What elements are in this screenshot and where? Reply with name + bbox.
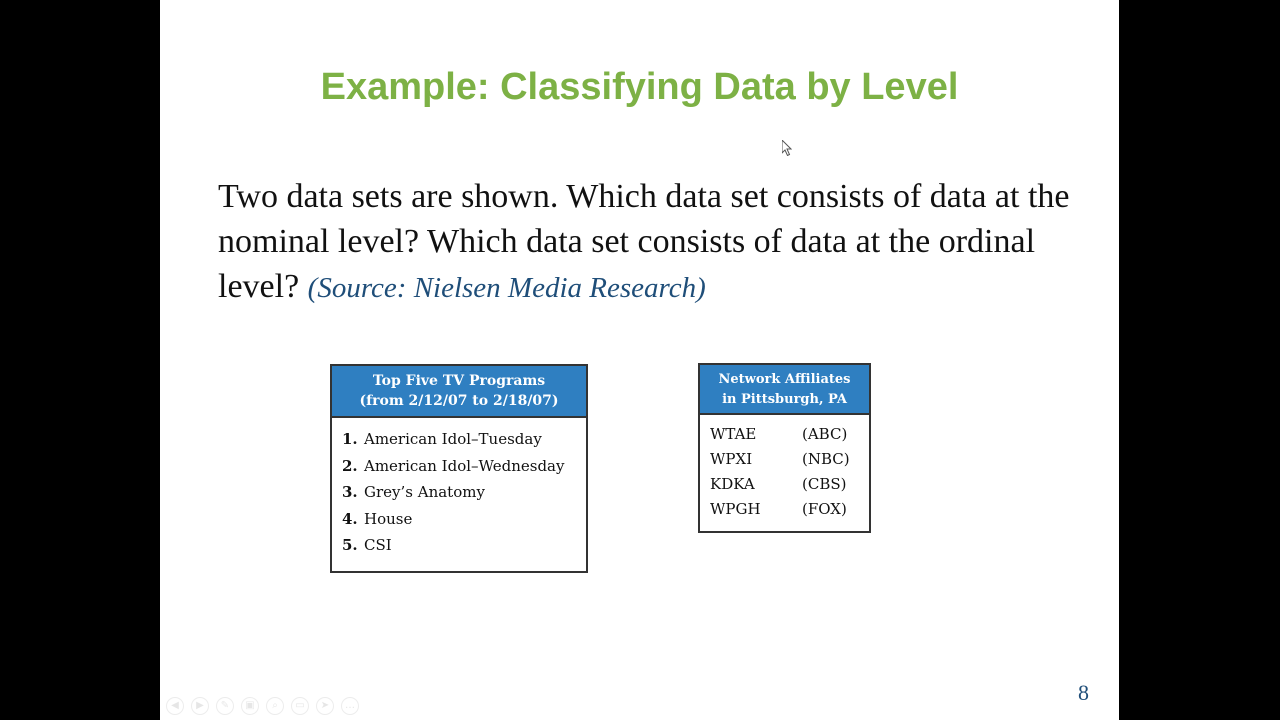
programs-header-line2: (from 2/12/07 to 2/18/07) xyxy=(359,393,559,409)
program-name: House xyxy=(364,509,413,528)
programs-table-header xyxy=(332,366,586,418)
top-tv-programs-table xyxy=(330,364,588,573)
list-item xyxy=(710,422,869,447)
list-item xyxy=(342,506,586,533)
slide xyxy=(160,0,1119,720)
station-call-sign: WPXI xyxy=(710,450,753,468)
pointer-icon[interactable]: ➤ xyxy=(316,697,334,715)
list-item xyxy=(342,532,586,559)
affiliates-header-line1: Network Affiliates xyxy=(718,372,851,387)
previous-icon[interactable]: ◀ xyxy=(166,697,184,715)
mouse-cursor-icon xyxy=(782,140,792,156)
list-item xyxy=(710,447,869,472)
station-network: (CBS) xyxy=(802,475,847,493)
station-call-sign: WTAE xyxy=(710,425,757,443)
programs-list xyxy=(332,418,586,559)
page-number: 8 xyxy=(1078,680,1089,705)
program-name: CSI xyxy=(364,536,392,554)
source-citation: (Source: Nielsen Media Research) xyxy=(307,272,706,304)
question-body: Two data sets are shown. Which data set consists of data at the nominal level? Which data set consists of data at the ordinal level? xyxy=(218,178,1070,305)
list-item xyxy=(710,472,869,497)
affiliates-table-header xyxy=(700,365,869,415)
station-network: (FOX) xyxy=(802,500,847,518)
station-call-sign: KDKA xyxy=(710,475,755,493)
rank-number: 3. xyxy=(342,483,358,501)
list-item xyxy=(342,479,586,506)
programs-header-line1: Top Five TV Programs xyxy=(372,373,546,389)
more-icon[interactable]: … xyxy=(341,697,359,715)
program-name: American Idol–Tuesday xyxy=(364,430,542,448)
question-text xyxy=(218,174,1078,311)
list-item xyxy=(342,426,586,453)
slide-title: Example: Classifying Data by Level xyxy=(320,66,959,108)
zoom-icon[interactable]: ⌕ xyxy=(266,697,284,715)
list-item xyxy=(710,497,869,522)
affiliates-header-line2: in Pittsburgh, PA xyxy=(722,392,847,407)
rank-number: 1. xyxy=(342,430,358,448)
network-affiliates-table xyxy=(698,363,871,533)
rank-number: 2. xyxy=(342,456,358,475)
station-network: (NBC) xyxy=(802,450,850,468)
rank-number: 4. xyxy=(342,509,358,528)
next-icon[interactable]: ▶ xyxy=(191,697,209,715)
affiliates-list xyxy=(700,415,869,522)
list-item xyxy=(342,453,586,480)
slides-icon[interactable]: ▣ xyxy=(241,697,259,715)
program-name: American Idol–Wednesday xyxy=(364,456,565,475)
rank-number: 5. xyxy=(342,536,358,554)
pen-icon[interactable]: ✎ xyxy=(216,697,234,715)
slideshow-controls xyxy=(166,697,359,715)
station-call-sign: WPGH xyxy=(710,500,761,518)
subtitles-icon[interactable]: ▭ xyxy=(291,697,309,715)
program-name: Grey’s Anatomy xyxy=(364,483,485,501)
station-network: (ABC) xyxy=(802,425,848,443)
